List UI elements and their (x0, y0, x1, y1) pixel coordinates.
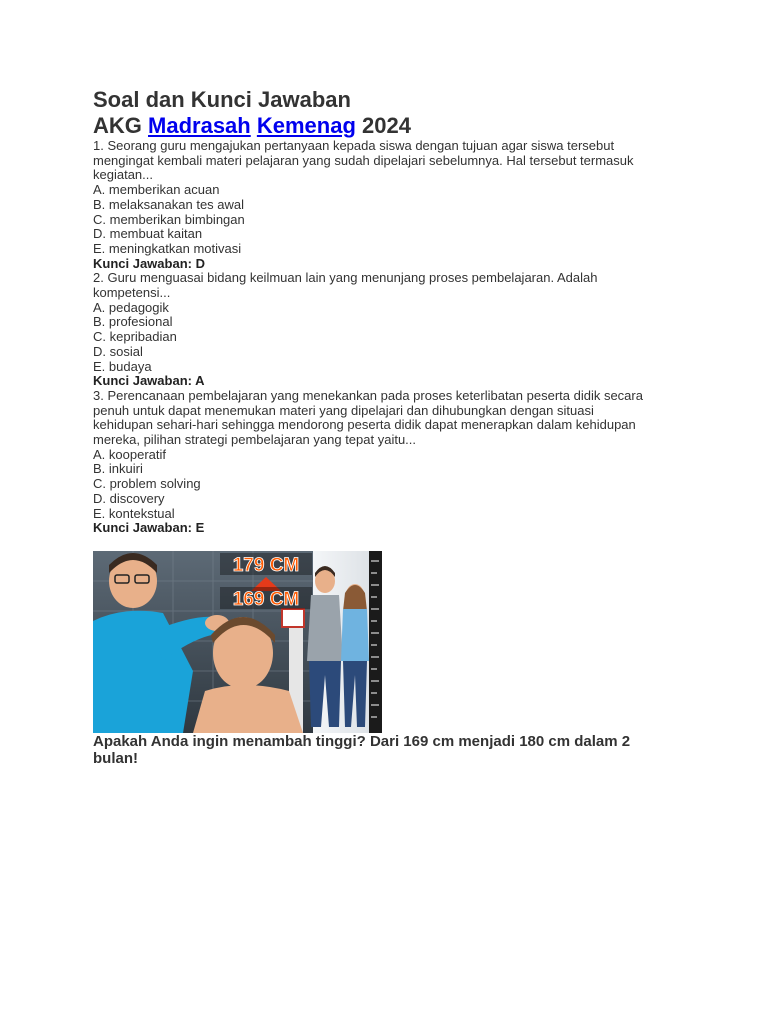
title-prefix: AKG (93, 113, 142, 138)
label-169cm: 169 CM (232, 589, 300, 610)
question-2-line-1: 2. Guru menguasai bidang keilmuan lain yang menunjang proses pembelajaran. Adalah (93, 270, 598, 286)
question-2-option-e: E. budaya (93, 358, 152, 374)
question-1-option-b: B. melaksanakan tes awal (93, 196, 245, 212)
page-title (93, 87, 673, 139)
question-block-2 (93, 271, 673, 389)
question-2-option-d: D. sosial (93, 343, 143, 359)
woman-shirt (341, 609, 369, 661)
question-3-option-b: B. inkuiri (93, 461, 143, 477)
question-1-line-1: 1. Seorang guru mengajukan pertanyaan kepada siswa dengan tujuan agar siswa tersebut (93, 138, 615, 153)
question-3-option-d: D. discovery (93, 490, 165, 506)
question-1-line-2: mengingat kembali materi pelajaran yang sudah dipelajari sebelumnya. Hal tersebut termasuk (93, 152, 634, 168)
question-1-option-d: D. membuat kaitan (93, 226, 203, 242)
article-content (93, 87, 673, 536)
kemenag-link[interactable]: Kemenag (256, 113, 356, 138)
ad-caption-line-1: Apakah Anda ingin menambah tinggi? Dari 169 cm menjadi 180 cm dalam 2 (93, 733, 631, 750)
ad-caption-line-2: bulan! (93, 750, 138, 767)
question-1-answer-key: Kunci Jawaban: D (93, 255, 205, 271)
question-block-3 (93, 389, 673, 536)
question-1-line-3: kegiatan... (93, 167, 153, 183)
measure-slider (282, 609, 304, 627)
question-3-line-4: mereka, pilihan strategi pembelajaran yang tepat yaitu... (93, 432, 417, 448)
boy-shoulders (193, 685, 303, 733)
title-line-1: Soal dan Kunci Jawaban (93, 87, 351, 112)
ruler (369, 551, 382, 733)
title-year: 2024 (362, 113, 411, 138)
question-3-option-e: E. kontekstual (93, 505, 175, 521)
question-1-option-e: E. meningkatkan motivasi (93, 240, 242, 256)
question-1-option-a: A. memberikan acuan (93, 182, 220, 198)
question-2-option-b: B. profesional (93, 314, 173, 330)
question-3-option-c: C. problem solving (93, 476, 201, 492)
question-1-option-c: C. memberikan bimbingan (93, 211, 245, 227)
question-2-line-2: kompetensi... (93, 285, 171, 301)
ad-caption[interactable] (93, 733, 668, 767)
question-3-answer-key: Kunci Jawaban: E (93, 520, 205, 536)
ad-illustration (93, 551, 382, 733)
question-3-line-3: kehidupan sehari-hari sehingga mendorong peserta didik dapat menerapkan dalam kehidupan (93, 417, 636, 433)
label-179cm: 179 CM (232, 555, 300, 576)
question-3-option-a: A. kooperatif (93, 446, 166, 462)
question-3-line-1: 3. Perencanaan pembelajaran yang menekankan pada proses keterlibatan peserta didik secara (93, 387, 643, 403)
question-2-option-c: C. kepribadian (93, 329, 177, 345)
question-2-option-a: A. pedagogik (93, 299, 169, 315)
question-3-line-2: penuh untuk dapat menemukan materi yang dipelajari dan dihubungkan dengan situasi (93, 402, 594, 418)
question-2-answer-key: Kunci Jawaban: A (93, 373, 205, 389)
height-ad-image[interactable] (93, 551, 382, 733)
question-block-1 (93, 139, 673, 271)
madrasah-link[interactable]: Madrasah (148, 113, 251, 138)
man-shirt (307, 595, 343, 661)
